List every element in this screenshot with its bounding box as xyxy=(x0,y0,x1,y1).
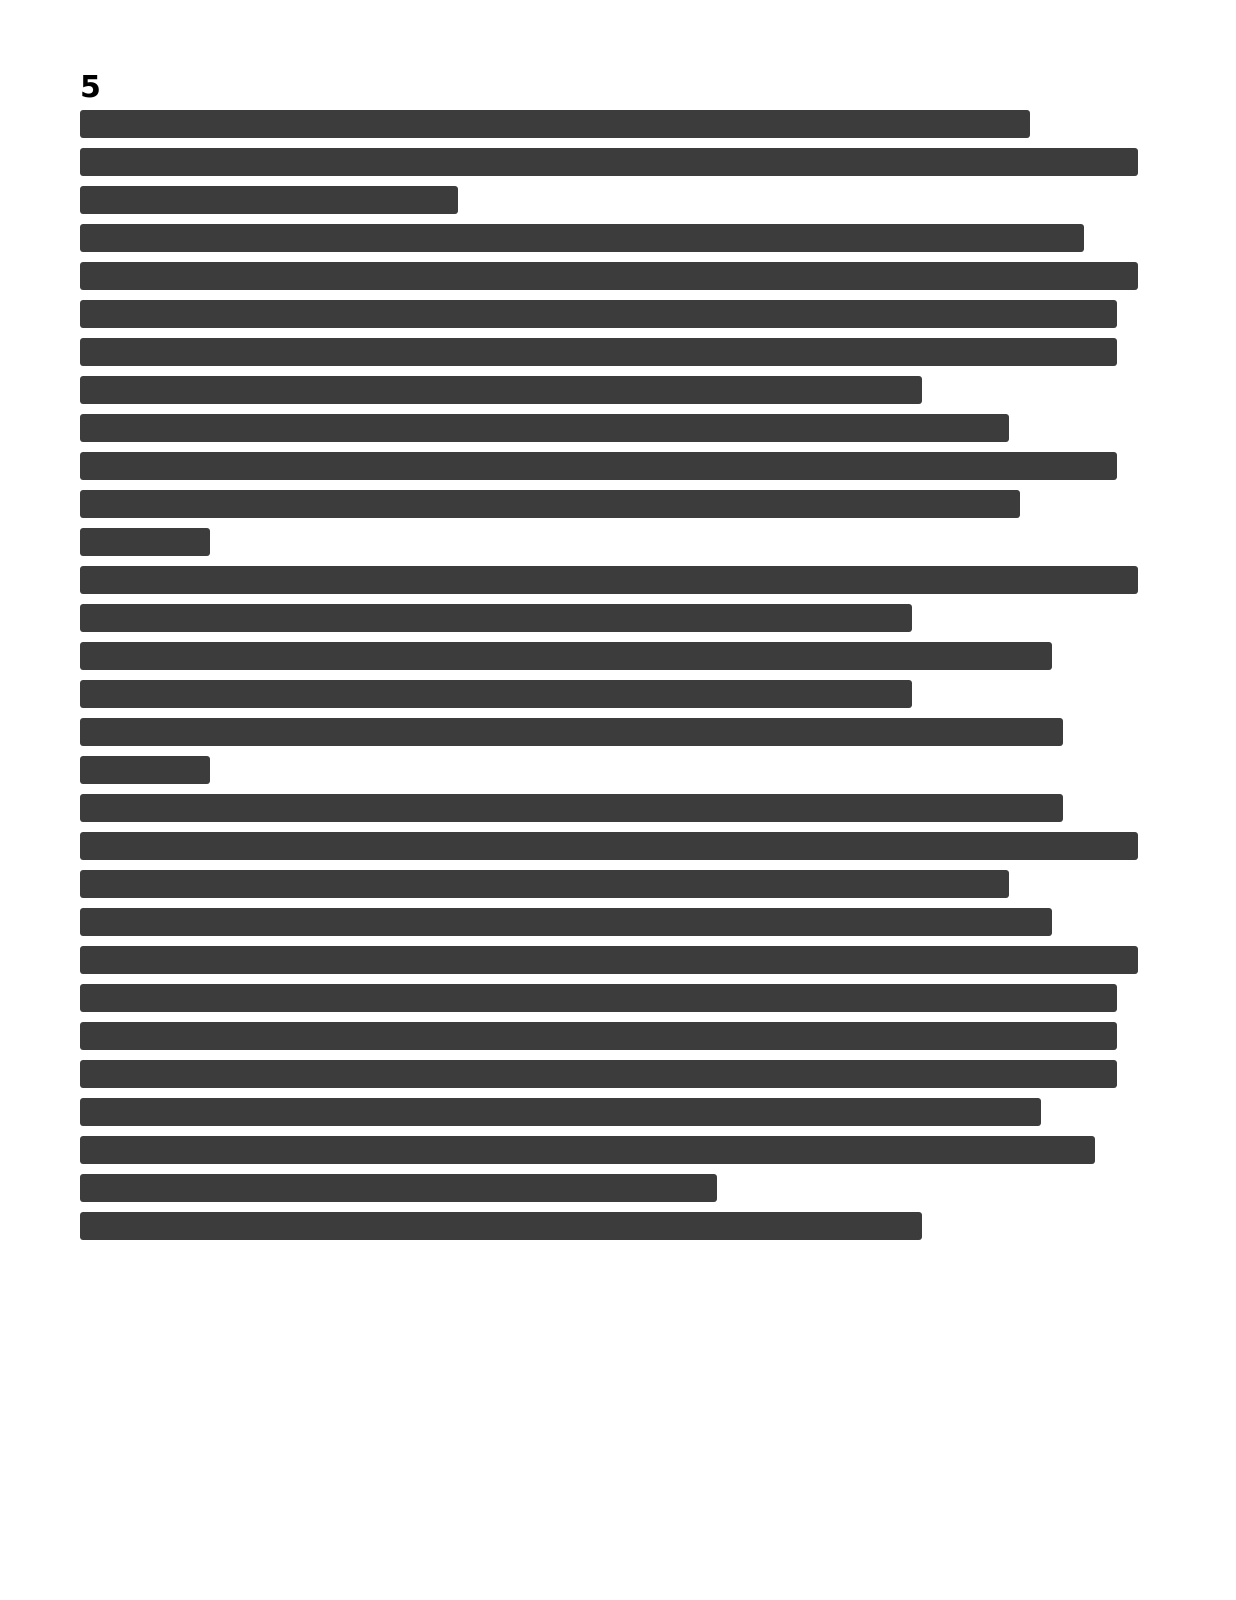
text-line xyxy=(80,376,922,404)
text-line xyxy=(80,1136,1095,1164)
text-line xyxy=(80,1212,922,1240)
text-line xyxy=(80,148,1138,176)
text-line xyxy=(80,338,1117,366)
text-line xyxy=(80,186,458,214)
body-text-omitted xyxy=(80,110,1160,1240)
text-line xyxy=(80,566,1138,594)
page-number: 5 xyxy=(80,70,101,105)
text-line xyxy=(80,490,1020,518)
text-line xyxy=(80,1060,1117,1088)
text-line xyxy=(80,604,912,632)
text-line xyxy=(80,756,210,784)
text-line xyxy=(80,680,912,708)
text-line xyxy=(80,1174,717,1202)
text-line xyxy=(80,794,1063,822)
text-line xyxy=(80,300,1117,328)
text-line xyxy=(80,642,1052,670)
text-line xyxy=(80,224,1084,252)
text-line xyxy=(80,718,1063,746)
text-line xyxy=(80,870,1009,898)
text-line xyxy=(80,528,210,556)
document-page xyxy=(80,70,1160,1240)
text-line xyxy=(80,1098,1041,1126)
text-line xyxy=(80,908,1052,936)
text-line xyxy=(80,262,1138,290)
text-line xyxy=(80,1022,1117,1050)
text-line xyxy=(80,832,1138,860)
text-line xyxy=(80,946,1138,974)
text-line xyxy=(80,414,1009,442)
text-line xyxy=(80,452,1117,480)
text-line xyxy=(80,110,1030,138)
text-line xyxy=(80,984,1117,1012)
